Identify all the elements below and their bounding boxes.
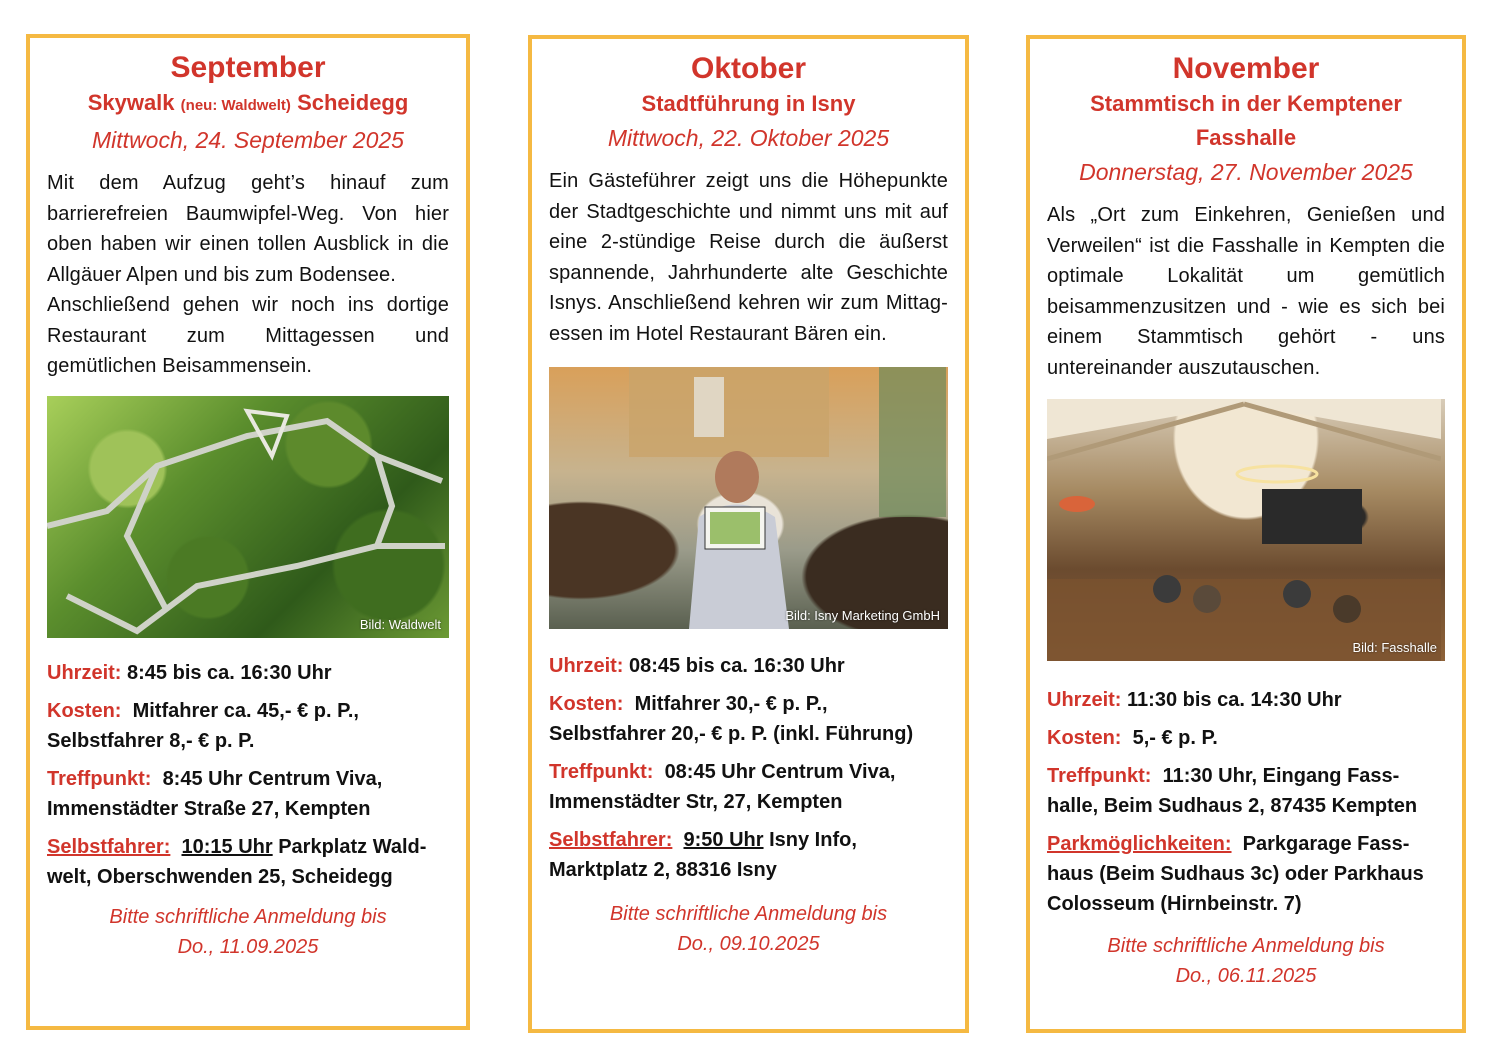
event-details [1047,685,1445,919]
parking-row [1047,829,1445,919]
meeting-point-label: Treffpunkt: [549,761,654,783]
description-paragraph: Mit dem Aufzug geht’s hinauf zum barrierefreien Baumwipfel-Weg. Von hier oben haben wir einen tollen Ausblick in die Allgäuer Alpen und bis zum Bodensee. [47,172,449,286]
event-title [47,86,449,123]
description-paragraph: Anschließend gehen wir noch ins dortige Restaurant zum Mittagessen und gemütlichen Beisammensein. [47,294,449,377]
event-title-line: Stammtisch in der Kemptener [1090,91,1402,116]
parking-value: Parkgarage Fass- [1242,833,1410,855]
meeting-point-label: Treffpunkt: [1047,765,1152,787]
cost-label: Kosten: [47,699,122,722]
event-title [1047,87,1445,155]
event-details [47,658,449,892]
time-value: 08:45 bis ca. 16:30 Uhr [629,655,845,677]
event-date: Mittwoch, 22. Oktober 2025 [607,125,890,151]
registration-deadline: Do., 09.10.2025 [677,933,820,955]
cost-value: Selbstfahrer 8,- € p. P. [47,729,255,752]
meeting-point-label: Treffpunkt: [47,767,152,790]
meeting-point-value: Immenstädter Straße 27, Kempten [47,797,371,820]
photo-credit: Bild: Fasshalle [1352,640,1437,655]
time-value: 11:30 bis ca. 14:30 Uhr [1127,689,1342,711]
month-title: November [1172,52,1320,85]
fasshalle-photo [1047,399,1445,661]
parking-value: Colosseum (Hirnbeinstr. 7) [1047,893,1302,915]
meeting-point-value: 8:45 Uhr Centrum Viva, [162,767,383,790]
month-title: September [170,51,326,84]
self-driver-label: Selbstfahrer: [549,829,673,851]
meeting-point-value: halle, Beim Sudhaus 2, 87435 Kempten [1047,795,1418,817]
cost-label: Kosten: [1047,727,1122,749]
time-row [549,651,948,681]
city-tour-graphic [549,367,946,629]
event-card-oktober [528,35,969,1033]
registration-note [1047,931,1445,991]
event-description [47,168,449,382]
meeting-point-value: 11:30 Uhr, Eingang Fass- [1162,765,1400,787]
meeting-point-value: Immenstädter Str, 27, Kempten [549,791,843,813]
registration-deadline: Do., 11.09.2025 [177,935,319,958]
event-title-main: Skywalk [87,90,175,115]
cost-row [1047,723,1445,753]
event-description: Als „Ort zum Einkehren, Genießen und Verweilen“ ist die Fasshalle in Kempten die optimale Lokalität um gemütlich beisammenzusitzen und - wie es sich bei einem Stammtisch gehört - uns untereinander auszutauschen. [1047,204,1445,379]
cost-value: 5,- € p. P. [1132,727,1218,749]
cost-value: Mitfahrer ca. 45,- € p. P., [132,699,359,722]
cost-label: Kosten: [549,693,624,715]
cost-row [47,696,449,756]
self-driver-value: Marktplatz 2, 88316 Isny [549,859,777,881]
self-driver-row [549,825,948,885]
event-details [549,651,948,885]
meeting-point-row [47,764,449,824]
event-description: Ein Gästeführer zeigt uns die Höhepunkte der Stadtgeschichte und nimmt uns mit auf eine 2-stündige Reise durch die äußerst spannende, Jahrhunderte alte Geschichte Isnys. Anschließend kehren wir zum Mittag-essen im Hotel Restaurant Bären ein. [549,170,948,345]
self-driver-time: 9:50 Uhr [683,829,764,851]
registration-note [47,902,449,962]
time-row [47,658,449,688]
time-label: Uhrzeit: [549,655,624,677]
skywalk-photo [47,396,449,638]
self-driver-value: Isny Info, [769,829,857,851]
time-label: Uhrzeit: [47,661,122,684]
registration-text: Bitte schriftliche Anmeldung bis [1107,935,1385,957]
self-driver-time: 10:15 Uhr [181,835,273,858]
cost-row [549,689,948,749]
event-title-line: Fasshalle [1195,125,1297,150]
parking-label: Parkmöglichkeiten: [1047,833,1232,855]
meeting-point-row [549,757,948,817]
cost-value: Mitfahrer 30,- € p. P., [634,693,828,715]
meeting-point-value: 08:45 Uhr Centrum Viva, [664,761,896,783]
self-driver-label: Selbstfahrer: [47,835,171,858]
self-driver-value: Parkplatz Wald- [278,835,427,858]
event-title-note: (neu: Waldwelt) [180,97,291,114]
fasshalle-graphic [1047,399,1441,661]
photo-credit: Bild: Isny Marketing GmbH [785,608,940,623]
time-label: Uhrzeit: [1047,689,1122,711]
parking-value: haus (Beim Sudhaus 3c) oder Parkhaus [1047,863,1424,885]
self-driver-value: welt, Oberschwenden 25, Scheidegg [47,865,393,888]
time-value: 8:45 bis ca. 16:30 Uhr [127,661,332,684]
registration-text: Bitte schriftliche Anmeldung bis [109,905,387,928]
registration-text: Bitte schriftliche Anmeldung bis [609,903,888,925]
event-card-november [1026,35,1466,1033]
skywalk-path-graphic [47,396,445,638]
city-tour-photo [549,367,948,629]
month-title: Oktober [690,52,807,85]
time-row [1047,685,1445,715]
self-driver-row [47,832,449,892]
registration-note [549,899,948,959]
photo-credit: Bild: Waldwelt [359,616,441,632]
meeting-point-row [1047,761,1445,821]
event-card-september [26,34,470,1030]
event-date: Donnerstag, 27. November 2025 [1079,159,1413,185]
event-date: Mittwoch, 24. September 2025 [92,127,404,153]
event-title: Stadtführung in Isny [641,91,856,116]
registration-deadline: Do., 06.11.2025 [1175,965,1317,987]
event-title-end: Scheidegg [297,90,409,115]
cost-value: Selbstfahrer 20,- € p. P. (inkl. Führung) [549,723,914,745]
